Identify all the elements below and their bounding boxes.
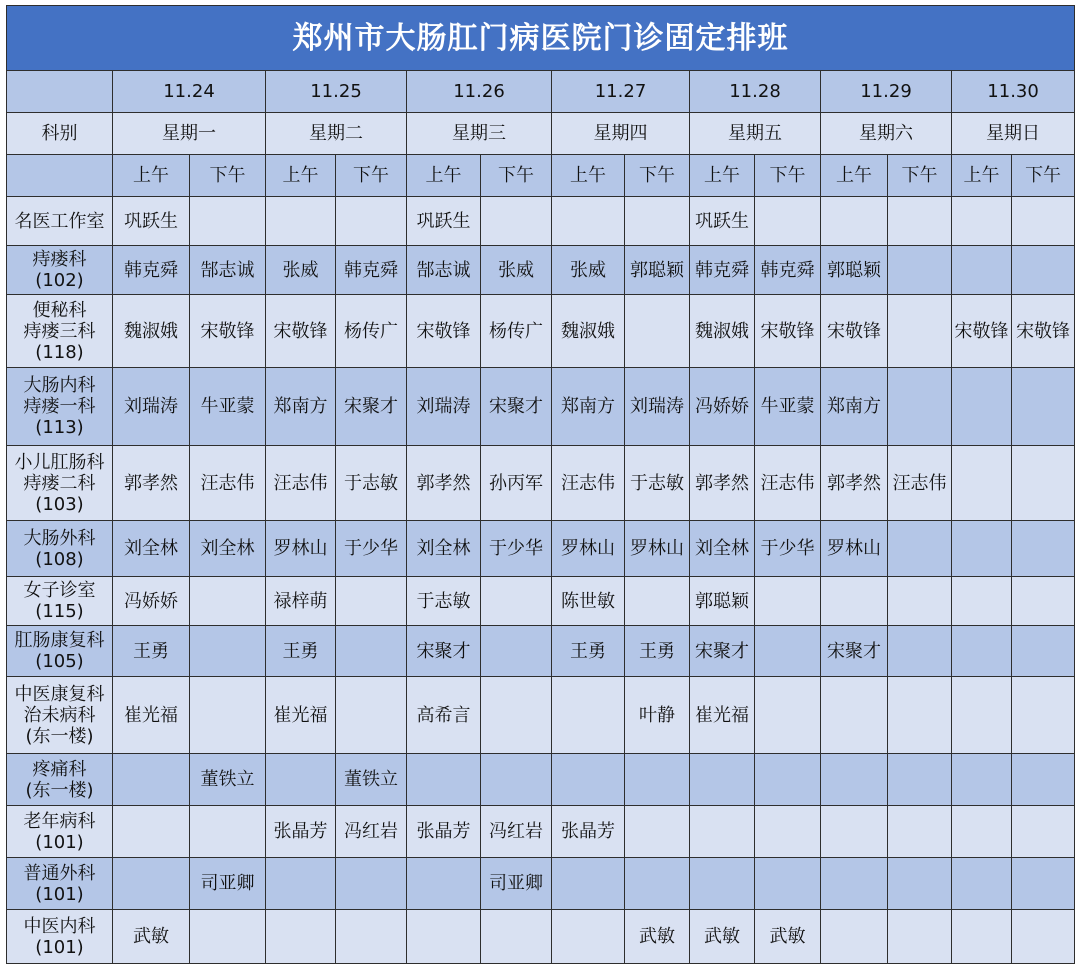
- doctor-cell: 武敏: [625, 910, 690, 964]
- doctor-cell: [888, 754, 952, 806]
- doctor-cell: [1012, 806, 1075, 858]
- dept-label-line: 疼痛科: [32, 758, 87, 780]
- doctor-cell: 叶静: [625, 677, 690, 754]
- dept-label-line: (101): [35, 883, 84, 905]
- date-header: 11.30: [952, 71, 1075, 113]
- doctor-cell: 于志敏: [407, 577, 481, 626]
- doctor-cell: 巩跃生: [113, 197, 190, 246]
- doctor-cell: [821, 754, 888, 806]
- doctor-cell: [407, 910, 481, 964]
- doctor-cell: 宋敬锋: [266, 295, 336, 368]
- dept-label-line: 女子诊室: [23, 580, 96, 601]
- dept-label-line: 名医工作室: [14, 210, 105, 232]
- doctor-cell: [952, 577, 1012, 626]
- doctor-cell: 宋敬锋: [1012, 295, 1075, 368]
- doctor-cell: [821, 577, 888, 626]
- doctor-cell: 崔光福: [690, 677, 755, 754]
- dept-cell: [7, 197, 113, 246]
- doctor-cell: 宋聚才: [336, 368, 407, 446]
- doctor-cell: 牛亚蒙: [190, 368, 266, 446]
- doctor-cell: 高希言: [407, 677, 481, 754]
- doctor-cell: [952, 806, 1012, 858]
- dept-label-line: 肛肠康复科: [14, 630, 105, 651]
- pm-header: 下午: [755, 155, 821, 197]
- doctor-cell: 刘全林: [190, 521, 266, 577]
- dept-cell: [7, 806, 113, 858]
- doctor-cell: [888, 910, 952, 964]
- doctor-cell: [336, 677, 407, 754]
- dept-label-line: 大肠内科: [23, 375, 96, 396]
- doctor-cell: [1012, 246, 1075, 295]
- doctor-cell: 张威: [266, 246, 336, 295]
- weekday-header: 星期四: [552, 113, 690, 155]
- doctor-cell: 韩克舜: [755, 246, 821, 295]
- date-header: 11.25: [266, 71, 407, 113]
- doctor-cell: [625, 577, 690, 626]
- corner-cell: [7, 155, 113, 197]
- doctor-cell: 韩克舜: [113, 246, 190, 295]
- pm-header: 下午: [888, 155, 952, 197]
- am-header: 上午: [407, 155, 481, 197]
- doctor-cell: [1012, 858, 1075, 910]
- am-header: 上午: [952, 155, 1012, 197]
- doctor-cell: [821, 197, 888, 246]
- schedule-table: [6, 5, 1075, 964]
- pm-header: 下午: [1012, 155, 1075, 197]
- doctor-cell: [481, 577, 552, 626]
- doctor-cell: 武敏: [113, 910, 190, 964]
- weekday-header: 星期一: [113, 113, 266, 155]
- doctor-cell: 冯娇娇: [113, 577, 190, 626]
- doctor-cell: 罗林山: [625, 521, 690, 577]
- dept-cell: [7, 858, 113, 910]
- dept-cell: [7, 368, 113, 446]
- dept-label-line: 老年病科: [23, 810, 96, 832]
- doctor-cell: [755, 197, 821, 246]
- doctor-cell: [625, 806, 690, 858]
- dept-label-line: (108): [35, 548, 84, 570]
- doctor-cell: [190, 626, 266, 677]
- doctor-cell: [407, 754, 481, 806]
- dept-label-line: 痔瘘三科: [23, 320, 96, 342]
- dept-label-line: 治未病科: [23, 704, 96, 726]
- doctor-cell: 于少华: [755, 521, 821, 577]
- doctor-cell: 汪志伟: [266, 446, 336, 521]
- dept-label-line: (东一楼): [25, 725, 94, 747]
- doctor-cell: [690, 806, 755, 858]
- doctor-cell: [552, 677, 625, 754]
- doctor-cell: [1012, 521, 1075, 577]
- doctor-cell: 韩克舜: [336, 246, 407, 295]
- doctor-cell: [1012, 368, 1075, 446]
- doctor-cell: [266, 197, 336, 246]
- dept-label-line: 痔瘘科: [32, 249, 87, 270]
- doctor-cell: 崔光福: [113, 677, 190, 754]
- doctor-cell: [888, 368, 952, 446]
- doctor-cell: [1012, 577, 1075, 626]
- doctor-cell: 刘瑞涛: [113, 368, 190, 446]
- doctor-cell: 郭聪颖: [625, 246, 690, 295]
- doctor-cell: [190, 910, 266, 964]
- doctor-cell: 杨传广: [481, 295, 552, 368]
- doctor-cell: [888, 626, 952, 677]
- doctor-cell: 董铁立: [190, 754, 266, 806]
- doctor-cell: 张晶芳: [552, 806, 625, 858]
- doctor-cell: [888, 521, 952, 577]
- doctor-cell: 郭孝然: [407, 446, 481, 521]
- weekday-header: 星期日: [952, 113, 1075, 155]
- doctor-cell: 郑南方: [821, 368, 888, 446]
- doctor-cell: [336, 910, 407, 964]
- doctor-cell: [821, 677, 888, 754]
- doctor-cell: 刘全林: [690, 521, 755, 577]
- doctor-cell: [952, 677, 1012, 754]
- date-header: 11.26: [407, 71, 552, 113]
- am-header: 上午: [821, 155, 888, 197]
- doctor-cell: 巩跃生: [690, 197, 755, 246]
- dept-header: 科别: [7, 113, 113, 155]
- doctor-cell: 罗林山: [821, 521, 888, 577]
- doctor-cell: 禄梓萌: [266, 577, 336, 626]
- dept-label-line: 痔瘘二科: [23, 472, 96, 494]
- doctor-cell: [821, 858, 888, 910]
- doctor-cell: 王勇: [113, 626, 190, 677]
- doctor-cell: 司亚卿: [481, 858, 552, 910]
- weekday-header: 星期三: [407, 113, 552, 155]
- doctor-cell: [625, 754, 690, 806]
- dept-label-line: (103): [35, 493, 84, 515]
- dept-label-line: (101): [35, 936, 84, 958]
- schedule-sheet: [6, 5, 1074, 970]
- doctor-cell: 张威: [481, 246, 552, 295]
- am-header: 上午: [266, 155, 336, 197]
- doctor-cell: [266, 754, 336, 806]
- doctor-cell: 汪志伟: [190, 446, 266, 521]
- date-header: 11.24: [113, 71, 266, 113]
- doctor-cell: 刘全林: [113, 521, 190, 577]
- doctor-cell: [952, 521, 1012, 577]
- pm-header: 下午: [481, 155, 552, 197]
- doctor-cell: 宋聚才: [690, 626, 755, 677]
- doctor-cell: [952, 246, 1012, 295]
- doctor-cell: 冯红岩: [481, 806, 552, 858]
- table-row: [7, 246, 1075, 295]
- doctor-cell: 郭聪颖: [821, 246, 888, 295]
- doctor-cell: [755, 677, 821, 754]
- doctor-cell: 宋聚才: [481, 368, 552, 446]
- doctor-cell: [625, 858, 690, 910]
- doctor-cell: 于志敏: [625, 446, 690, 521]
- doctor-cell: [690, 754, 755, 806]
- doctor-cell: [336, 577, 407, 626]
- dept-label-line: 中医康复科: [14, 683, 105, 705]
- dept-label-line: (115): [35, 601, 84, 622]
- doctor-cell: [1012, 754, 1075, 806]
- doctor-cell: [552, 858, 625, 910]
- doctor-cell: 郜志诚: [407, 246, 481, 295]
- doctor-cell: [952, 197, 1012, 246]
- dept-label-line: (101): [35, 831, 84, 853]
- doctor-cell: 牛亚蒙: [755, 368, 821, 446]
- doctor-cell: [266, 858, 336, 910]
- doctor-cell: 韩克舜: [690, 246, 755, 295]
- doctor-cell: 冯红岩: [336, 806, 407, 858]
- doctor-cell: [690, 858, 755, 910]
- table-row: [7, 754, 1075, 806]
- doctor-cell: 郑南方: [552, 368, 625, 446]
- doctor-cell: 罗林山: [266, 521, 336, 577]
- dept-cell: [7, 446, 113, 521]
- doctor-cell: 司亚卿: [190, 858, 266, 910]
- doctor-cell: 魏淑娥: [690, 295, 755, 368]
- doctor-cell: 宋敬锋: [755, 295, 821, 368]
- doctor-cell: 郑南方: [266, 368, 336, 446]
- doctor-cell: [952, 368, 1012, 446]
- table-row: [7, 677, 1075, 754]
- doctor-cell: 宋聚才: [821, 626, 888, 677]
- doctor-cell: [266, 910, 336, 964]
- doctor-cell: [481, 197, 552, 246]
- doctor-cell: [888, 295, 952, 368]
- dept-label-line: 大肠外科: [23, 527, 96, 549]
- table-row: [7, 521, 1075, 577]
- doctor-cell: 张威: [552, 246, 625, 295]
- doctor-cell: [952, 910, 1012, 964]
- am-header: 上午: [552, 155, 625, 197]
- doctor-cell: [888, 577, 952, 626]
- doctor-cell: 宋聚才: [407, 626, 481, 677]
- table-row: [7, 806, 1075, 858]
- doctor-cell: [1012, 910, 1075, 964]
- doctor-cell: 崔光福: [266, 677, 336, 754]
- doctor-cell: 陈世敏: [552, 577, 625, 626]
- doctor-cell: [755, 577, 821, 626]
- doctor-cell: 杨传广: [336, 295, 407, 368]
- doctor-cell: 郭孝然: [690, 446, 755, 521]
- doctor-cell: [336, 197, 407, 246]
- doctor-cell: [481, 754, 552, 806]
- doctor-cell: [407, 858, 481, 910]
- page-title: 郑州市大肠肛门病医院门诊固定排班: [7, 6, 1075, 71]
- doctor-cell: [1012, 197, 1075, 246]
- weekday-header: 星期二: [266, 113, 407, 155]
- doctor-cell: [336, 626, 407, 677]
- doctor-cell: 宋敬锋: [952, 295, 1012, 368]
- table-row: [7, 197, 1075, 246]
- dept-label-line: 小儿肛肠科: [14, 451, 105, 473]
- table-row: [7, 577, 1075, 626]
- table-row: [7, 368, 1075, 446]
- doctor-cell: [952, 858, 1012, 910]
- doctor-cell: 刘瑞涛: [625, 368, 690, 446]
- dept-label-line: (东一楼): [25, 779, 94, 801]
- doctor-cell: 冯娇娇: [690, 368, 755, 446]
- pm-header: 下午: [336, 155, 407, 197]
- doctor-cell: [755, 626, 821, 677]
- doctor-cell: 魏淑娥: [113, 295, 190, 368]
- doctor-cell: 巩跃生: [407, 197, 481, 246]
- dept-cell: [7, 246, 113, 295]
- doctor-cell: [625, 295, 690, 368]
- doctor-cell: 汪志伟: [552, 446, 625, 521]
- doctor-cell: 郭孝然: [821, 446, 888, 521]
- doctor-cell: [952, 626, 1012, 677]
- dept-label-line: 中医内科: [23, 915, 96, 937]
- dept-label-line: 普通外科: [23, 862, 96, 884]
- doctor-cell: [336, 858, 407, 910]
- doctor-cell: [552, 754, 625, 806]
- doctor-cell: [1012, 446, 1075, 521]
- doctor-cell: [755, 858, 821, 910]
- doctor-cell: 武敏: [755, 910, 821, 964]
- doctor-cell: [755, 754, 821, 806]
- table-row: [7, 910, 1075, 964]
- doctor-cell: 郭孝然: [113, 446, 190, 521]
- doctor-cell: [190, 197, 266, 246]
- doctor-cell: [888, 677, 952, 754]
- doctor-cell: 张晶芳: [407, 806, 481, 858]
- doctor-cell: 王勇: [625, 626, 690, 677]
- doctor-cell: 刘全林: [407, 521, 481, 577]
- doctor-cell: [481, 626, 552, 677]
- dept-label-line: (102): [35, 270, 84, 291]
- doctor-cell: [552, 197, 625, 246]
- table-row: [7, 858, 1075, 910]
- dept-cell: [7, 521, 113, 577]
- doctor-cell: 王勇: [266, 626, 336, 677]
- am-header: 上午: [113, 155, 190, 197]
- doctor-cell: 罗林山: [552, 521, 625, 577]
- dept-label-line: (105): [35, 651, 84, 672]
- doctor-cell: 张晶芳: [266, 806, 336, 858]
- dept-cell: [7, 295, 113, 368]
- doctor-cell: 宋敬锋: [190, 295, 266, 368]
- table-row: [7, 446, 1075, 521]
- doctor-cell: 王勇: [552, 626, 625, 677]
- weekday-header: 星期五: [690, 113, 821, 155]
- doctor-cell: 宋敬锋: [821, 295, 888, 368]
- doctor-cell: [952, 754, 1012, 806]
- dept-label-line: 便秘科: [32, 299, 87, 321]
- dept-cell: [7, 677, 113, 754]
- doctor-cell: [625, 197, 690, 246]
- dept-label-line: (113): [35, 417, 84, 438]
- date-header: 11.27: [552, 71, 690, 113]
- doctor-cell: [113, 754, 190, 806]
- doctor-cell: [888, 197, 952, 246]
- doctor-cell: 宋敬锋: [407, 295, 481, 368]
- doctor-cell: [888, 806, 952, 858]
- doctor-cell: [888, 246, 952, 295]
- doctor-cell: [888, 858, 952, 910]
- doctor-cell: 于志敏: [336, 446, 407, 521]
- doctor-cell: [481, 677, 552, 754]
- pm-header: 下午: [625, 155, 690, 197]
- doctor-cell: 魏淑娥: [552, 295, 625, 368]
- weekday-header: 星期六: [821, 113, 952, 155]
- doctor-cell: [1012, 677, 1075, 754]
- doctor-cell: [552, 910, 625, 964]
- doctor-cell: [190, 806, 266, 858]
- doctor-cell: 孙丙军: [481, 446, 552, 521]
- doctor-cell: [821, 806, 888, 858]
- doctor-cell: 郜志诚: [190, 246, 266, 295]
- doctor-cell: 汪志伟: [755, 446, 821, 521]
- dept-cell: [7, 577, 113, 626]
- doctor-cell: [755, 806, 821, 858]
- doctor-cell: 于少华: [336, 521, 407, 577]
- date-header: 11.29: [821, 71, 952, 113]
- doctor-cell: [113, 858, 190, 910]
- doctor-cell: [113, 806, 190, 858]
- dept-label-line: 痔瘘一科: [23, 396, 96, 417]
- dept-cell: [7, 626, 113, 677]
- doctor-cell: 武敏: [690, 910, 755, 964]
- doctor-cell: [190, 577, 266, 626]
- table-row: [7, 626, 1075, 677]
- doctor-cell: [190, 677, 266, 754]
- corner-cell: [7, 71, 113, 113]
- doctor-cell: 郭聪颖: [690, 577, 755, 626]
- doctor-cell: [821, 910, 888, 964]
- doctor-cell: [952, 446, 1012, 521]
- doctor-cell: 于少华: [481, 521, 552, 577]
- table-row: [7, 295, 1075, 368]
- dept-cell: [7, 910, 113, 964]
- am-header: 上午: [690, 155, 755, 197]
- doctor-cell: [1012, 626, 1075, 677]
- dept-label-line: (118): [35, 341, 84, 363]
- date-header: 11.28: [690, 71, 821, 113]
- dept-cell: [7, 754, 113, 806]
- doctor-cell: 汪志伟: [888, 446, 952, 521]
- doctor-cell: 刘瑞涛: [407, 368, 481, 446]
- doctor-cell: 董铁立: [336, 754, 407, 806]
- doctor-cell: [481, 910, 552, 964]
- pm-header: 下午: [190, 155, 266, 197]
